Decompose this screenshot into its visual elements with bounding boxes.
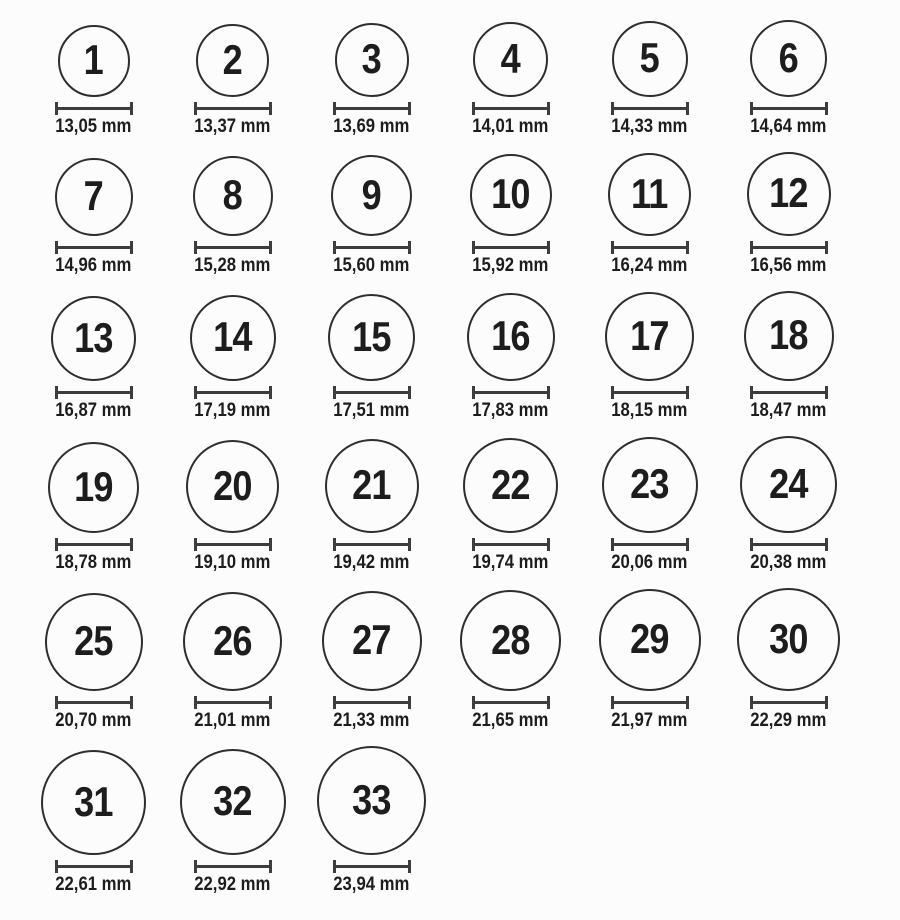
diameter-measure-line: [194, 241, 272, 254]
measure-tick-right: [130, 102, 133, 115]
diameter-label: 19,42 mm: [333, 552, 410, 573]
ring-size-item: [50, 158, 137, 277]
diameter-measure-line: [750, 696, 828, 709]
ring-circle: [335, 23, 409, 97]
ring-size-item: [745, 20, 832, 138]
measure-tick-right: [825, 386, 828, 399]
measure-tick-right: [686, 102, 689, 115]
diameter-measure-line: [55, 241, 133, 254]
ring-circle: [55, 158, 133, 236]
measure-bar: [334, 391, 410, 394]
diameter-measure-line: [333, 102, 411, 115]
ring-size-number: 24: [769, 459, 808, 507]
measure-bar: [612, 107, 688, 110]
ring-circle: [473, 22, 548, 97]
diameter-label: 16,24 mm: [611, 255, 688, 276]
ring-size-number: 29: [630, 615, 669, 662]
measure-bar: [473, 701, 549, 704]
measure-tick-right: [269, 860, 272, 873]
diameter-label: 15,28 mm: [194, 255, 271, 276]
diameter-label: 16,87 mm: [55, 400, 132, 421]
measure-tick-right: [408, 860, 411, 873]
ring-size-item: [328, 23, 415, 138]
ring-size-item: [737, 588, 840, 732]
ring-size-number: 6: [778, 33, 799, 81]
diameter-measure-line: [194, 102, 272, 115]
measure-tick-right: [686, 241, 689, 254]
measure-bar: [334, 107, 410, 110]
ring-size-number: 14: [213, 313, 252, 360]
measure-tick-right: [130, 860, 133, 873]
diameter-measure-line: [750, 102, 828, 115]
ring-circle: [470, 154, 552, 236]
ring-size-number: 33: [352, 775, 391, 823]
ring-size-number: 13: [74, 313, 113, 361]
diameter-measure-line: [611, 241, 689, 254]
ring-size-item: [463, 438, 558, 574]
measure-bar: [195, 543, 271, 546]
diameter-label: 15,92 mm: [472, 255, 549, 276]
ring-circle: [599, 589, 701, 691]
measure-tick-right: [408, 538, 411, 551]
ring-size-item: [744, 291, 834, 422]
diameter-measure-line: [194, 538, 272, 551]
diameter-label: 13,69 mm: [333, 116, 410, 137]
ring-circle: [45, 593, 143, 691]
ring-size-number: 31: [74, 777, 113, 825]
ring-circle: [612, 21, 688, 97]
measure-tick-right: [686, 696, 689, 709]
measure-bar: [751, 543, 827, 546]
measure-tick-right: [547, 386, 550, 399]
ring-circle: [605, 292, 694, 381]
ring-size-number: 10: [491, 170, 530, 217]
diameter-label: 18,15 mm: [611, 400, 688, 421]
measure-tick-right: [686, 538, 689, 551]
measure-tick-right: [130, 696, 133, 709]
ring-circle: [747, 152, 831, 236]
ring-size-item: [45, 593, 143, 732]
ring-circle: [460, 590, 561, 691]
measure-tick-right: [825, 102, 828, 115]
measure-tick-right: [408, 696, 411, 709]
diameter-label: 19,74 mm: [472, 552, 549, 573]
diameter-label: 21,01 mm: [194, 710, 271, 731]
diameter-label: 20,38 mm: [750, 552, 827, 573]
ring-circle: [328, 294, 415, 381]
measure-tick-right: [269, 241, 272, 254]
ring-size-item: [467, 293, 555, 422]
ring-size-number: 12: [769, 169, 808, 216]
measure-bar: [751, 391, 827, 394]
diameter-measure-line: [472, 538, 550, 551]
ring-circle: [190, 295, 276, 381]
ring-circle: [608, 153, 691, 236]
ring-size-number: 15: [352, 312, 391, 360]
ring-size-number: 9: [361, 170, 382, 218]
diameter-label: 14,01 mm: [472, 116, 549, 137]
diameter-measure-line: [55, 386, 133, 399]
ring-circle: [467, 293, 555, 381]
ring-circle: [180, 749, 286, 855]
ring-size-item: [317, 746, 426, 896]
measure-tick-right: [547, 102, 550, 115]
measure-bar: [473, 543, 549, 546]
ring-size-item: [745, 152, 832, 277]
diameter-label: 13,05 mm: [55, 116, 132, 137]
measure-tick-right: [408, 386, 411, 399]
ring-circle: [51, 296, 136, 381]
diameter-measure-line: [472, 241, 550, 254]
ring-size-item: [599, 589, 701, 732]
measure-bar: [56, 865, 132, 868]
measure-tick-right: [130, 241, 133, 254]
ring-circle: [602, 437, 698, 533]
ring-circle: [317, 746, 426, 855]
measure-tick-right: [825, 241, 828, 254]
diameter-label: 17,83 mm: [472, 400, 549, 421]
diameter-label: 19,10 mm: [194, 552, 271, 573]
diameter-label: 22,29 mm: [750, 710, 827, 731]
diameter-measure-line: [194, 860, 272, 873]
ring-circle: [58, 25, 130, 97]
diameter-measure-line: [611, 386, 689, 399]
ring-size-number: 11: [631, 169, 668, 217]
ring-size-item: [740, 436, 837, 574]
diameter-measure-line: [333, 860, 411, 873]
diameter-measure-line: [55, 102, 133, 115]
ring-size-item: [50, 296, 137, 422]
measure-bar: [195, 246, 271, 249]
measure-bar: [751, 701, 827, 704]
ring-size-item: [605, 292, 694, 422]
ring-size-item: [183, 592, 282, 732]
measure-bar: [751, 246, 827, 249]
diameter-label: 14,64 mm: [750, 116, 827, 137]
ring-size-number: 1: [83, 36, 104, 83]
diameter-measure-line: [750, 241, 828, 254]
ring-circle: [41, 750, 146, 855]
ring-size-number: 17: [630, 311, 669, 359]
measure-tick-right: [686, 386, 689, 399]
diameter-label: 17,19 mm: [194, 400, 271, 421]
diameter-label: 16,56 mm: [750, 255, 827, 276]
measure-tick-right: [269, 102, 272, 115]
diameter-label: 13,37 mm: [194, 116, 271, 137]
measure-tick-right: [547, 538, 550, 551]
measure-tick-right: [130, 386, 133, 399]
ring-size-chart: [24, 20, 858, 896]
diameter-label: 21,33 mm: [333, 710, 410, 731]
diameter-measure-line: [333, 386, 411, 399]
diameter-measure-line: [750, 538, 828, 551]
diameter-measure-line: [55, 860, 133, 873]
measure-bar: [612, 391, 688, 394]
ring-circle: [750, 20, 827, 97]
measure-tick-right: [269, 696, 272, 709]
diameter-measure-line: [333, 538, 411, 551]
ring-size-item: [189, 295, 276, 422]
ring-circle: [463, 438, 558, 533]
ring-size-item: [460, 590, 561, 732]
ring-size-number: 30: [769, 614, 808, 662]
measure-bar: [751, 107, 827, 110]
ring-circle: [193, 156, 273, 236]
measure-tick-right: [547, 696, 550, 709]
diameter-measure-line: [55, 696, 133, 709]
measure-tick-right: [408, 102, 411, 115]
measure-bar: [56, 391, 132, 394]
ring-size-number: 21: [352, 461, 391, 508]
ring-circle: [740, 436, 837, 533]
ring-size-item: [50, 25, 137, 138]
ring-size-item: [322, 591, 422, 732]
ring-size-number: 3: [361, 35, 382, 82]
ring-size-item: [606, 21, 693, 138]
ring-circle: [322, 591, 422, 691]
ring-size-number: 20: [213, 461, 252, 509]
measure-bar: [612, 543, 688, 546]
ring-size-item: [467, 154, 554, 277]
ring-size-number: 4: [500, 34, 521, 82]
ring-size-item: [328, 155, 415, 277]
diameter-label: 17,51 mm: [333, 400, 410, 421]
diameter-label: 15,60 mm: [333, 255, 410, 276]
ring-circle: [331, 155, 412, 236]
measure-bar: [195, 865, 271, 868]
measure-bar: [195, 391, 271, 394]
measure-bar: [612, 246, 688, 249]
diameter-label: 20,06 mm: [611, 552, 688, 573]
measure-bar: [473, 246, 549, 249]
diameter-measure-line: [333, 241, 411, 254]
diameter-measure-line: [472, 696, 550, 709]
ring-size-number: 23: [630, 460, 669, 507]
diameter-label: 21,65 mm: [472, 710, 549, 731]
diameter-label: 14,33 mm: [611, 116, 688, 137]
ring-size-number: 32: [213, 777, 252, 824]
diameter-label: 20,70 mm: [55, 710, 132, 731]
ring-size-number: 27: [352, 616, 391, 663]
diameter-measure-line: [750, 386, 828, 399]
diameter-measure-line: [611, 696, 689, 709]
ring-size-number: 7: [83, 172, 104, 219]
ring-circle: [183, 592, 282, 691]
ring-size-number: 2: [222, 35, 243, 83]
diameter-measure-line: [472, 102, 550, 115]
measure-tick-right: [408, 241, 411, 254]
diameter-label: 22,61 mm: [55, 874, 132, 895]
diameter-measure-line: [194, 386, 272, 399]
measure-tick-right: [547, 241, 550, 254]
diameter-measure-line: [611, 538, 689, 551]
measure-bar: [195, 107, 271, 110]
ring-size-number: 16: [491, 312, 530, 359]
ring-size-number: 8: [222, 171, 243, 218]
ring-size-item: [189, 24, 276, 138]
measure-bar: [56, 246, 132, 249]
diameter-measure-line: [55, 538, 133, 551]
ring-size-item: [328, 294, 415, 422]
measure-bar: [334, 246, 410, 249]
measure-bar: [195, 701, 271, 704]
ring-size-item: [48, 442, 139, 574]
ring-size-number: 5: [639, 34, 660, 81]
measure-bar: [334, 701, 410, 704]
diameter-measure-line: [194, 696, 272, 709]
measure-bar: [612, 701, 688, 704]
ring-size-item: [186, 440, 279, 574]
ring-circle: [325, 439, 419, 533]
ring-size-number: 25: [74, 617, 113, 664]
ring-size-item: [180, 749, 286, 896]
measure-bar: [334, 865, 410, 868]
ring-size-number: 19: [74, 462, 113, 510]
ring-size-item: [189, 156, 276, 277]
measure-tick-right: [269, 386, 272, 399]
ring-circle: [744, 291, 834, 381]
measure-tick-right: [825, 538, 828, 551]
diameter-label: 14,96 mm: [55, 255, 132, 276]
diameter-label: 18,78 mm: [55, 552, 132, 573]
measure-bar: [473, 391, 549, 394]
ring-size-number: 22: [491, 460, 530, 508]
measure-bar: [56, 107, 132, 110]
ring-circle: [196, 24, 269, 97]
measure-tick-right: [130, 538, 133, 551]
ring-size-item: [41, 750, 146, 896]
measure-bar: [56, 701, 132, 704]
diameter-label: 18,47 mm: [750, 400, 827, 421]
measure-tick-right: [269, 538, 272, 551]
measure-tick-right: [825, 696, 828, 709]
ring-size-item: [467, 22, 554, 138]
diameter-measure-line: [333, 696, 411, 709]
ring-circle: [48, 442, 139, 533]
diameter-label: 22,92 mm: [194, 874, 271, 895]
ring-size-number: 18: [769, 311, 808, 358]
ring-circle: [186, 440, 279, 533]
diameter-measure-line: [472, 386, 550, 399]
diameter-label: 23,94 mm: [333, 874, 410, 895]
ring-size-item: [325, 439, 419, 574]
measure-bar: [473, 107, 549, 110]
measure-bar: [334, 543, 410, 546]
ring-size-number: 28: [491, 615, 530, 663]
diameter-label: 21,97 mm: [611, 710, 688, 731]
diameter-measure-line: [611, 102, 689, 115]
measure-bar: [56, 543, 132, 546]
ring-size-item: [602, 437, 698, 574]
ring-size-number: 26: [213, 616, 252, 664]
ring-circle: [737, 588, 840, 691]
ring-size-item: [606, 153, 693, 277]
